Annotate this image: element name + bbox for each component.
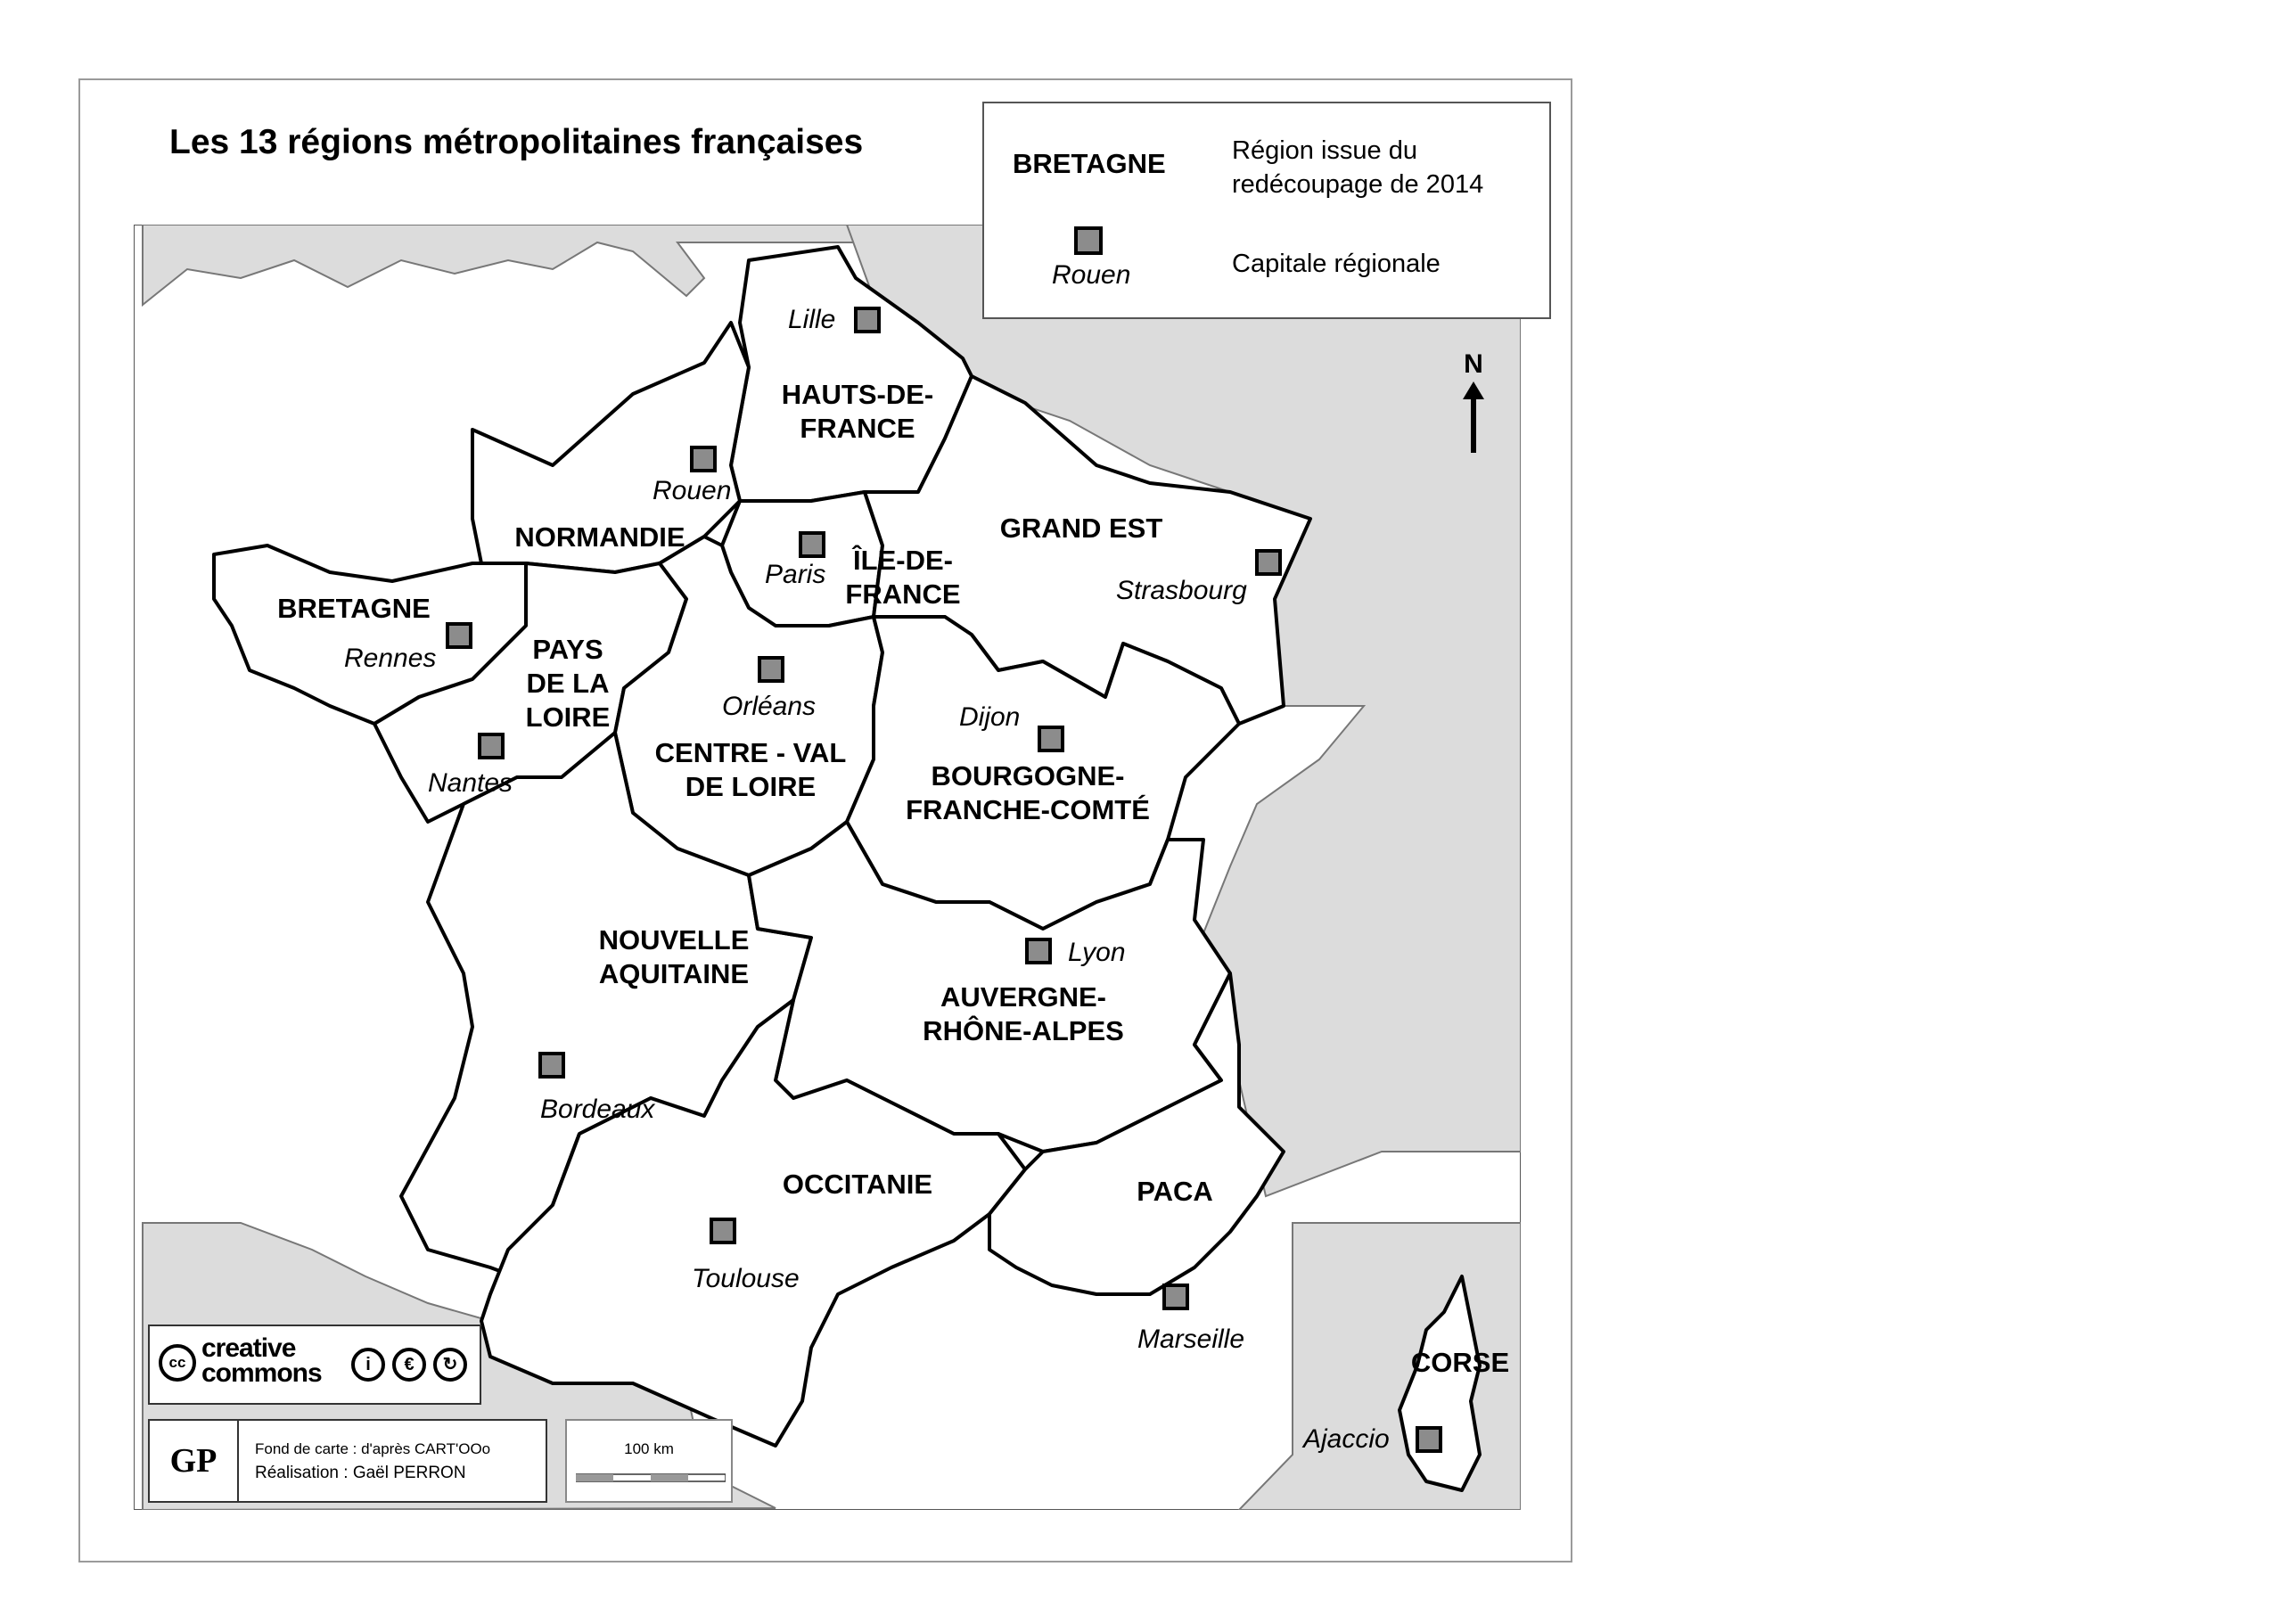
- capital-marker-toulouse: [710, 1218, 736, 1244]
- author-credit: Réalisation : Gaël PERRON: [255, 1464, 466, 1482]
- legend-city-description: Capitale régionale: [1232, 250, 1441, 278]
- by-icon: i: [351, 1348, 385, 1382]
- capital-marker-lyon: [1025, 938, 1052, 964]
- author-initials: GP: [150, 1421, 239, 1501]
- capital-label-lille: Lille: [788, 305, 836, 334]
- region-label-grand-est: GRAND EST: [999, 513, 1163, 544]
- region-label-normandie: NORMANDIE: [514, 521, 685, 553]
- capital-marker-dijon: [1038, 726, 1064, 752]
- capital-label-marseille: Marseille: [1137, 1325, 1245, 1354]
- cc-word-commons: commons: [201, 1358, 322, 1388]
- region-label-nouvelle-aquitaine: NOUVELLE AQUITAINE: [598, 924, 750, 989]
- region-label-bretagne: BRETAGNE: [277, 593, 431, 624]
- region-label-hauts-de-france: HAUTS-DE- FRANCE: [781, 379, 934, 444]
- cc-word-creative: creative: [201, 1333, 296, 1363]
- legend-region-sample: BRETAGNE: [1013, 148, 1166, 179]
- capital-marker-rennes: [446, 622, 472, 649]
- capital-label-dijon: Dijon: [959, 702, 1021, 732]
- region-label-centre-val-de-loire: CENTRE - VAL DE LOIRE: [654, 737, 847, 802]
- capital-label-bordeaux: Bordeaux: [540, 1095, 655, 1124]
- capital-marker-ajaccio: [1416, 1426, 1442, 1453]
- scale-bar-box: [565, 1419, 733, 1503]
- basemap-source: Fond de carte : d'après CART'OOo: [255, 1440, 491, 1457]
- capital-label-paris: Paris: [765, 560, 826, 589]
- legend-capital-marker: [1074, 226, 1103, 255]
- capital-marker-nantes: [478, 733, 505, 759]
- creative-commons-badge: [148, 1325, 481, 1405]
- region-label-corse: CORSE: [1410, 1347, 1510, 1378]
- capital-marker-bordeaux: [538, 1052, 565, 1079]
- capital-marker-rouen: [690, 446, 717, 472]
- capital-label-rennes: Rennes: [344, 644, 437, 673]
- north-label: N: [1464, 349, 1483, 379]
- nc-icon: €: [392, 1348, 426, 1382]
- scale-bar: [576, 1472, 726, 1483]
- capital-label-strasbourg: Strasbourg: [1116, 576, 1247, 605]
- region-label-pays-de-la-loire: PAYS DE LA LOIRE: [525, 634, 611, 733]
- map-title: Les 13 régions métropolitaines françaises: [169, 123, 864, 161]
- north-arrow-icon: [1460, 381, 1487, 453]
- region-label-paca: PACA: [1137, 1176, 1213, 1207]
- capital-label-nantes: Nantes: [428, 768, 513, 798]
- capital-label-ajaccio: Ajaccio: [1303, 1424, 1390, 1454]
- legend-city-sample: Rouen: [1052, 260, 1131, 290]
- region-label-ile-de-france: ÎLE-DE- FRANCE: [845, 545, 961, 610]
- north-arrow: [1460, 349, 1487, 453]
- region-label-auvergne-rhone-alpes: AUVERGNE- RHÔNE-ALPES: [923, 981, 1124, 1046]
- legend-region-description: Région issue du redécoupage de 2014: [1232, 136, 1484, 199]
- cc-logo-icon: cc: [159, 1344, 196, 1382]
- region-label-occitanie: OCCITANIE: [782, 1169, 933, 1200]
- capital-marker-marseille: [1162, 1284, 1189, 1310]
- capital-marker-lille: [854, 307, 881, 333]
- credit-box: [148, 1419, 547, 1503]
- capital-marker-strasbourg: [1255, 549, 1282, 576]
- capital-marker-orleans: [758, 656, 784, 683]
- capital-label-toulouse: Toulouse: [692, 1264, 800, 1293]
- legend-box: [982, 102, 1551, 319]
- scale-label: 100 km: [624, 1440, 674, 1457]
- region-label-bourgogne-franche-comte: BOURGOGNE- FRANCHE-COMTÉ: [906, 760, 1150, 825]
- capital-marker-paris: [799, 531, 825, 558]
- capital-label-orleans: Orléans: [722, 692, 817, 721]
- sa-icon: ↻: [433, 1348, 467, 1382]
- capital-label-lyon: Lyon: [1068, 938, 1126, 967]
- capital-label-rouen: Rouen: [653, 476, 732, 505]
